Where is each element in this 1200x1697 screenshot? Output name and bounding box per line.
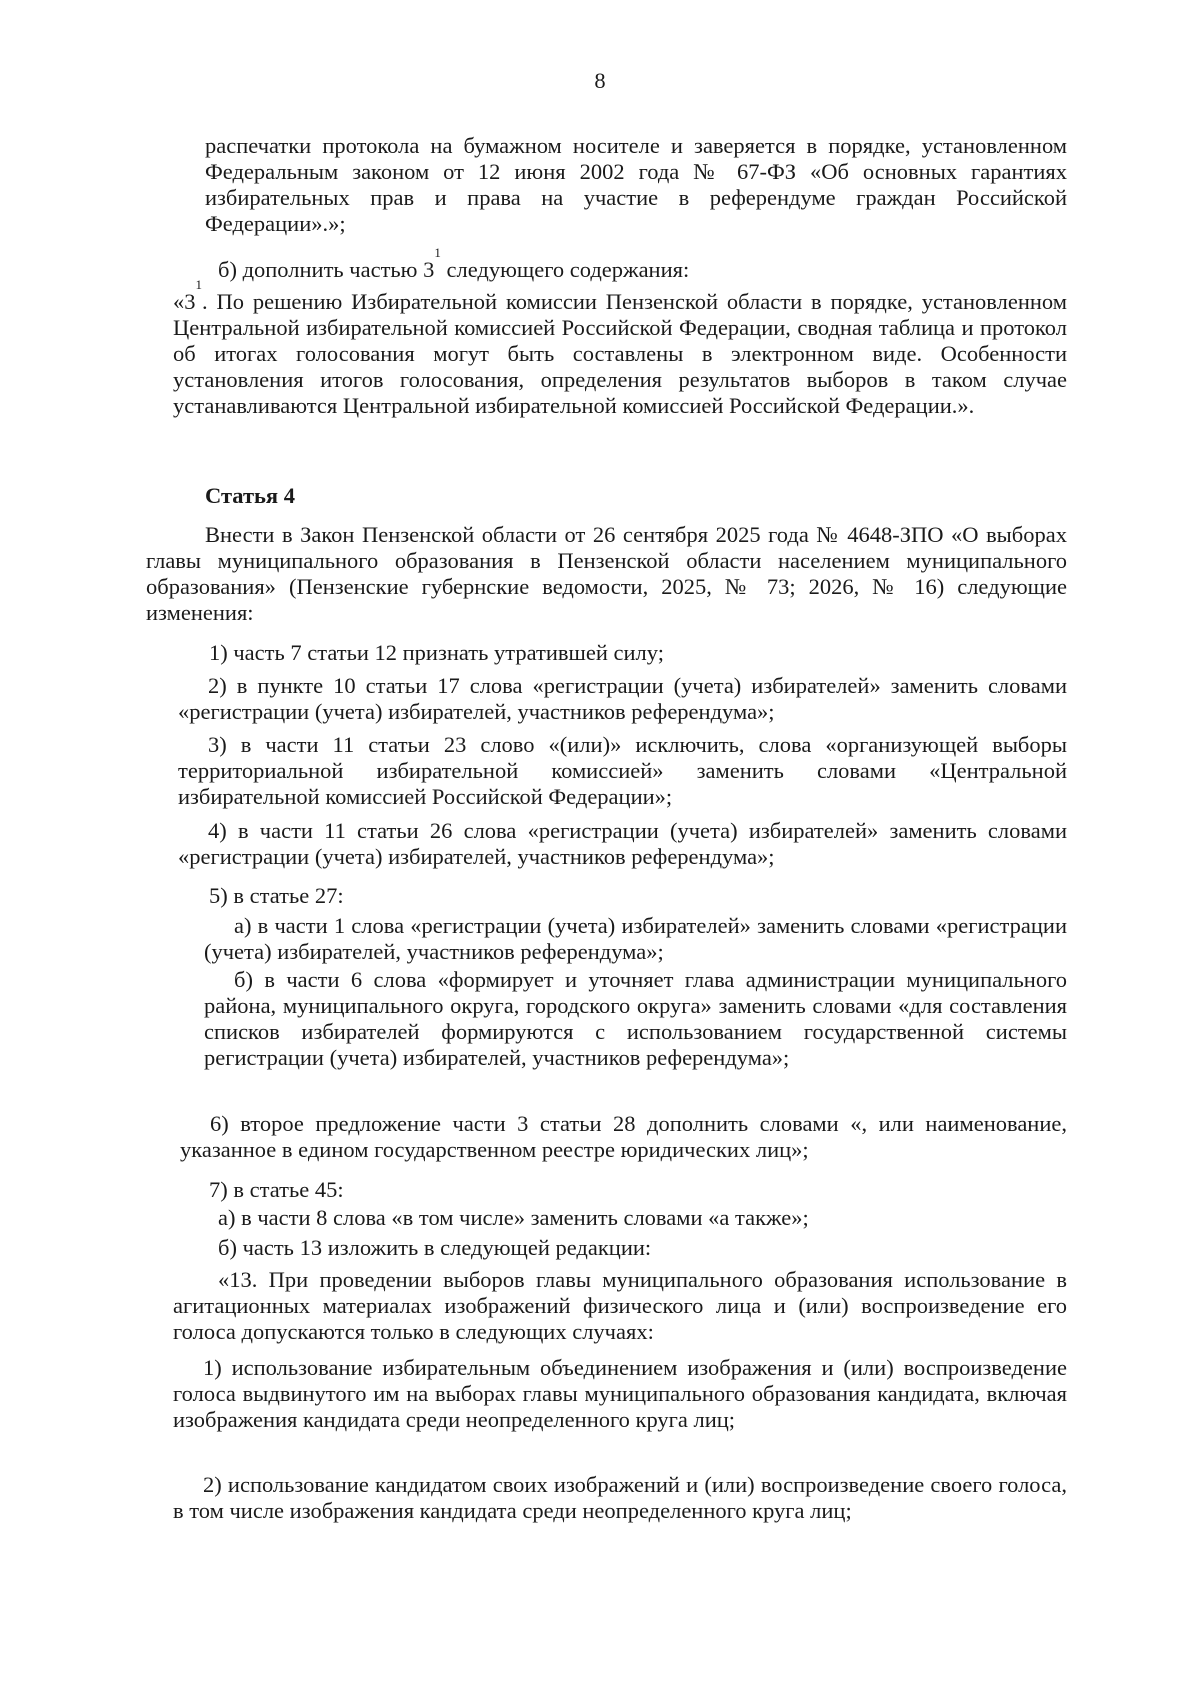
list-item-2: 2) в пункте 10 статьи 17 слова «регистрации (учета) избирателей» заменить словами «регистрации (учета) избирателей, участников референдума»;: [178, 673, 1067, 724]
list-item-3: 3) в части 11 статьи 23 слово «(или)» исключить, слова «организующей выборы территориальной избирательной комиссией» заменить словами «Центральной избирательной комиссией Российской Федерации»;: [178, 732, 1067, 809]
list-item-1: 1) часть 7 статьи 12 признать утратившей силу;: [209, 640, 664, 665]
list-item-7: 7) в статье 45:: [209, 1177, 344, 1202]
quoted-part-13: «13. При проведении выборов главы муниципального образования использование в агитационных материалах изображений физического лица и (или) воспроизведение его голоса допускаются только в следующих случаях:: [173, 1267, 1067, 1344]
quoted-item-2: 2) использование кандидатом своих изображений и (или) воспроизведение своего голоса, в том числе изображения кандидата среди неопределенного круга лиц;: [173, 1472, 1067, 1523]
paragraph-amend-law: Внести в Закон Пензенской области от 26 сентября 2025 года № 4648-ЗПО «О выборах главы муниципального образования в Пензенской области населением муниципального образования» (Пензенские губернские ведомости, 2025, № 73; 2026, № 16) следующие изменения:: [146, 522, 1067, 625]
list-item-6: 6) второе предложение части 3 статьи 28 дополнить словами «, или наименование, указанное в едином государственном реестре юридических лиц»;: [180, 1111, 1067, 1162]
paragraph-protocol-end: распечатки протокола на бумажном носителе и заверяется в порядке, установленном Федеральным законом от 12 июня 2002 года № 67-ФЗ «Об основных гарантиях избирательных прав и права на участие в референдуме граждан Российской Федерации».»;: [205, 133, 1067, 236]
paragraph-part-3-1: «$3^1$. По решению Избирательной комиссии Пензенской области в порядке, установленном Центральной избирательной комиссией Российской Федерации, сводная таблица и протокол об итогах голосования могут быть составлены в электронном виде. Особенности установления итогов голосования, определения результатов выборов в таком случае устанавливаются Центральной избирательной комиссией Российской Федерации.».: [173, 277, 1067, 418]
list-item-7b: б) часть 13 изложить в следующей редакции:: [218, 1235, 652, 1260]
list-item-4: 4) в части 11 статьи 26 слова «регистрации (учета) избирателей» заменить словами «регистрации (учета) избирателей, участников референдума»;: [178, 818, 1067, 869]
article-heading: Статья 4: [205, 483, 295, 508]
list-item-5b: б) в части 6 слова «формирует и уточняет глава администрации муниципального района, муниципального округа, городского округа» заменить словами «для составления списков избирателей формируются с использованием государственной системы регистрации (учета) избирателей, участников референдума»;: [204, 967, 1067, 1070]
list-item-5a: а) в части 1 слова «регистрации (учета) избирателей» заменить словами «регистрации (учета) избирателей, участников референдума»;: [204, 913, 1067, 964]
paragraph-add-part: б) дополнить частью $3^1$ следующего содержания:: [218, 245, 690, 282]
list-item-5: 5) в статье 27:: [209, 883, 344, 908]
list-item-7a: а) в части 8 слова «в том числе» заменить словами «а также»;: [218, 1205, 809, 1230]
page-number: 8: [594, 68, 606, 93]
quoted-item-1: 1) использование избирательным объединением изображения и (или) воспроизведение голоса выдвинутого им на выборах главы муниципального образования кандидата, включая изображения кандидата среди неопределенного круга лиц;: [173, 1355, 1067, 1432]
